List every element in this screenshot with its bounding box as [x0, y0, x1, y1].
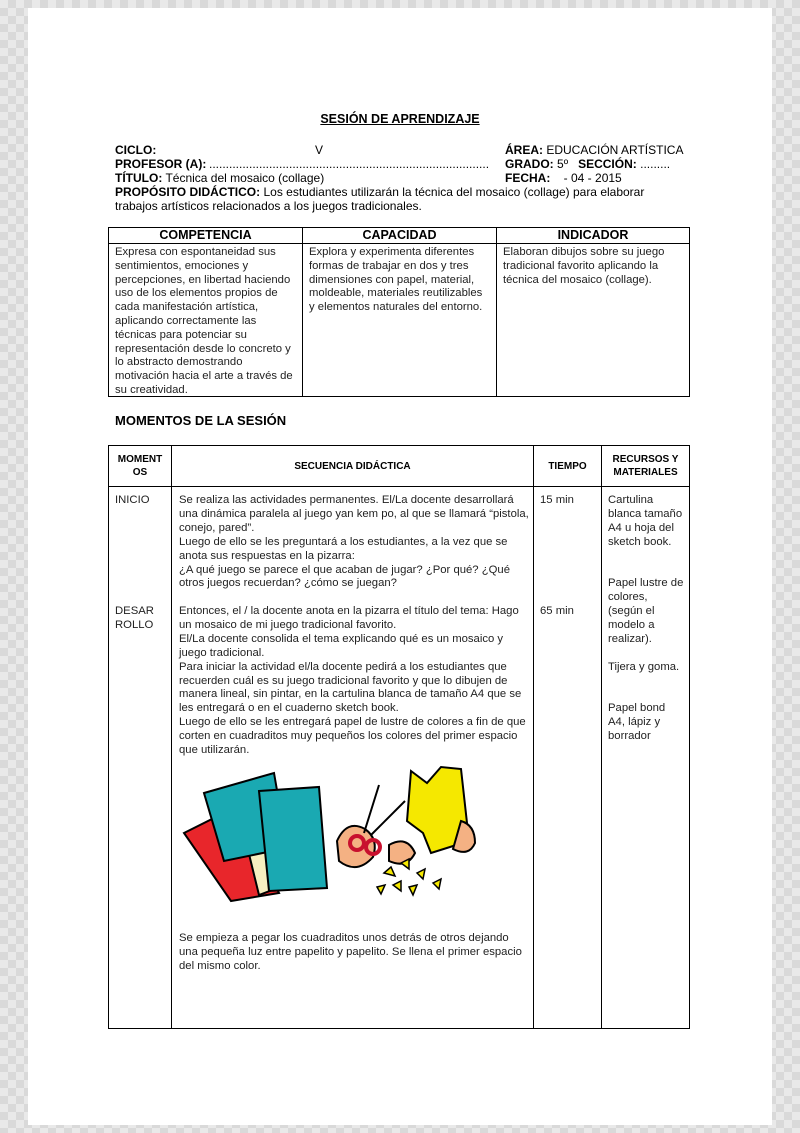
area-value: EDUCACIÓN ARTÍSTICA: [546, 143, 684, 157]
sequence-paragraph: Luego de ello se les preguntará a los estudiantes, a la vez que se anota sus respuestas en la pizarra:: [179, 535, 508, 562]
resource-item: Cartulina blanca tamaño A4 u hoja del sketch book.: [608, 494, 683, 548]
column-divider: [302, 228, 303, 396]
sequence-paragraph: El/La docente consolida el tema explicando qué es un mosaico y juego tradicional.: [179, 632, 504, 659]
sequence-paragraph: Entonces, el / la docente anota en la pizarra el título del tema: Hago un mosaico de mi juego tradicional favorito.: [179, 605, 519, 631]
area-label: ÁREA:: [505, 143, 543, 157]
sequence-paragraph: Se realiza las actividades permanentes. El/La docente desarrollará una dinámica paralela al juego yan kem po, al que se llamará “pistola, conejo, pared”.: [179, 494, 529, 534]
seccion-value: .........: [640, 157, 671, 171]
column-divider: [601, 446, 602, 1028]
sequence-paragraph: Para iniciar la actividad el/la docente pedirá a los estudiantes que recuerden cuál es su juego tradicional favorito y que lo dibujen de manera lineal, sin pintar, en la cartulina blanca de tamaño A4 que se les entregará o en el cuaderno sketch book.: [179, 660, 522, 715]
grado-label: GRADO:: [505, 157, 554, 171]
competencia-cell: Expresa con espontaneidad sus sentimientos, emociones y percepciones, en libertad haciendo uso de los elementos propios de cada manifestación artística, aplicando correctamente las técnicas para potenciar su representación desde lo concreto y lo abstracto demostrando motivación hacia el arte a través de su creatividad.: [115, 246, 293, 396]
document-title: SESIÓN DE APRENDIZAJE: [320, 112, 480, 126]
moments-table: [108, 445, 690, 1029]
ciclo-value: V: [315, 143, 324, 157]
grado-seccion-field: [505, 157, 670, 171]
titulo-label: TÍTULO:: [115, 171, 163, 185]
capacidad-cell: Explora y experimenta diferentes formas de trabajar en dos y tres dimensiones con papel, material, moldeable, materiales reutilizables y elementos naturales del entorno.: [309, 246, 483, 314]
after-image-paragraph: Se empieza a pegar los cuadraditos unos detrás de otros dejando una pequeña luz entre papelito y papelito. Se llena el primer espacio del mismo color.: [179, 932, 522, 972]
header-tiempo: TIEMPO: [548, 460, 587, 472]
seccion-label: SECCIÓN:: [578, 157, 637, 171]
time-inicio: 15 min: [540, 494, 574, 506]
header-competencia: COMPETENCIA: [159, 228, 252, 242]
ciclo-label: CICLO:: [115, 143, 157, 157]
desarrollo-sequence: [179, 605, 529, 758]
fecha-field: [505, 171, 622, 185]
yellow-paper-illustration: [407, 767, 475, 853]
sequence-paragraph: ¿A qué juego se parece el que acaban de jugar? ¿Por qué? ¿Qué otros juegos recuerdan? ¿cómo se juegan?: [179, 563, 510, 590]
header-secuencia: SECUENCIA DIDÁCTICA: [294, 460, 411, 472]
profesor-label: PROFESOR (A):: [115, 157, 207, 171]
moment-inicio: INICIO: [115, 494, 150, 506]
resource-item: Papel lustre de colores, (según el modelo a realizar).: [608, 577, 684, 645]
resource-item: Papel bond A4, lápiz y borrador: [608, 702, 666, 742]
header-indicador: INDICADOR: [557, 228, 629, 242]
column-divider: [171, 446, 172, 1028]
indicador-cell: Elaboran dibujos sobre su juego tradicional favorito aplicando la técnica del mosaico (collage).: [503, 246, 665, 286]
titulo-value: Técnica del mosaico (collage): [165, 171, 325, 185]
fecha-label: FECHA:: [505, 171, 551, 185]
column-divider: [533, 446, 534, 1028]
time-desarrollo: 65 min: [540, 605, 574, 617]
competencies-table: [108, 227, 690, 397]
moment-desarrollo: DESAR ROLLO: [115, 605, 154, 631]
header-capacidad: CAPACIDAD: [362, 228, 437, 242]
grado-value: 5º: [557, 157, 569, 171]
document-page: [28, 8, 772, 1125]
inicio-sequence: [179, 494, 529, 591]
column-divider: [496, 228, 497, 396]
collage-illustration: [179, 763, 485, 903]
fecha-value: - 04 - 2015: [563, 171, 622, 185]
colored-papers-illustration: [184, 773, 327, 901]
titulo-field: [115, 171, 324, 185]
area-field: [505, 143, 683, 157]
proposito-label: PROPÓSITO DIDÁCTICO:: [115, 185, 261, 199]
scissors-hands-illustration: [337, 785, 415, 867]
moments-title: MOMENTOS DE LA SESIÓN: [115, 413, 287, 428]
header-momentos: MOMENT OS: [117, 454, 163, 478]
profesor-value: ....................................................................................: [209, 157, 490, 171]
proposito-field: [115, 185, 675, 213]
proposito-value: Los estudiantes utilizarán la técnica del mosaico (collage) para elaborar trabajos artísticos relacionados a los juegos tradicionales.: [115, 185, 645, 213]
sequence-paragraph: Luego de ello se les entregará papel de lustre de colores a fin de que corten en cuadraditos muy pequeños los colores del primer espacio que utilizarán.: [179, 716, 526, 757]
paper-pieces-illustration: [377, 859, 441, 895]
header-recursos: RECURSOS Y MATERIALES: [612, 454, 679, 478]
resource-item: Tijera y goma.: [608, 661, 680, 673]
